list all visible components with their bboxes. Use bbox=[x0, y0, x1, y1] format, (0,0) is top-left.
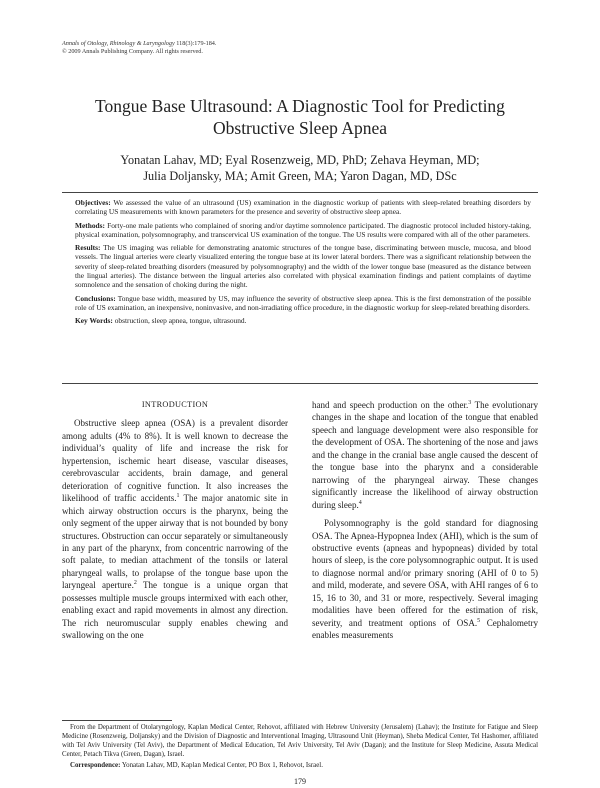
abstract-top-rule bbox=[62, 192, 538, 193]
right-column bbox=[312, 399, 538, 642]
abstract bbox=[75, 198, 531, 330]
abstract-bottom-rule bbox=[62, 383, 538, 384]
correspondence: Correspondence: Yonatan Lahav, MD, Kaplan Medical Center, PO Box 1, Rehovot, Israel. bbox=[70, 761, 323, 769]
intro-paragraph-2: Polysomnography is the gold standard for diagnosing OSA. The Apnea-Hypopnea Index (AHI), which is the sum of obstructive events (apneas and hypopneas) divided by total hours of sleep, is the core polysomnographic output. It is used to diagnose normal and/or primary snoring (AHI of 0 to 5) and mild, moderate, and severe OSA, with AHI ranges of 6 to 15, 16 to 30, and 31 or more, respectively. Several imaging modalities have been offered for the estimation of risk, severity, and treatment options of OSA.$^5$ Cephalometry enables measurements bbox=[312, 518, 539, 641]
abstract-objectives: Objectives: We assessed the value of an ultrasound (US) examination in the diagnostic workup of patients with sleep-related breathing disorders by correlating US measurements with known parameters for the presence and severity of obstructive sleep apnea. bbox=[75, 198, 531, 217]
abstract-conclusions: Conclusions: Tongue base width, measured by US, may influence the severity of obstructive sleep apnea. This is the first demonstration of the possible role of US examination, an inexpensive, noninvasive, and non-irradiating office procedure, in the diagnostic workup for sleep-related breathing disorders. bbox=[75, 293, 531, 312]
journal-header bbox=[62, 40, 216, 56]
journal-citation: 118(3):179-184. bbox=[176, 40, 217, 47]
abstract-results: Results: The US imaging was reliable for demonstrating anatomic structures of the tongue base, discriminating between muscle, mucosa, and blood vessels. The lingual arteries were clearly visualized entering the tongue base at its lower lateral borders. There was a significant relationship between the severity of sleep-related breathing disorders (measured by polysomnography) and the width of the lower tongue base (measured as the distance between the lingual arteries). The distance between the lingual arteries also correlated with physical examination findings and patient complaints of daytime somnolence and the sensation of choking during the night. bbox=[75, 243, 531, 290]
copyright-line: © 2009 Annals Publishing Company. All rights reserved. bbox=[62, 48, 203, 55]
authors-line-2: Julia Doljansky, MA; Amit Green, MA; Yaron Dagan, MD, DSc bbox=[143, 169, 457, 183]
article-title bbox=[40, 95, 560, 139]
abstract-methods: Methods: Forty-one male patients who complained of snoring and/or daytime somnolence participated. The diagnostic protocol included history-taking, physical examination, polysomnography, and transcervical US examination of the tongue. The US results were compared with all of the other parameters. bbox=[75, 220, 531, 239]
title-line-2: Obstructive Sleep Apnea bbox=[213, 118, 387, 138]
page-number: 179 bbox=[294, 777, 306, 786]
footnote bbox=[62, 724, 538, 773]
section-heading-introduction: INTRODUCTION bbox=[141, 400, 209, 409]
journal-name: Annals of Otology, Rhinology & Laryngology bbox=[62, 40, 175, 47]
intro-paragraph-1: Obstructive sleep apnea (OSA) is a prevalent disorder among adults (4% to 8%). It is well known to decrease the individual’s quality of life and increase the risk for hypertension, ischemic heart disease, vascular diseases, cerebrovascular accidents, brain damage, and general deterioration of cognitive function. It also increases the likelihood of traffic accidents.$^1$ The major anatomic site in which airway obstruction occurs is the pharynx, being the only segment of the upper airway that is not bounded by bony structures. Obstruction can occur separately or simultaneously in any part of the pharynx, from concentric narrowing of the soft palate, to median attachment of the tonsils or lateral pharyngeal walls, to prolapse of the tongue base upon the laryngeal aperture.$^2$ The tongue is a unique organ that possesses multiple muscle groups intermixed with each other, enabling exact and rapid movements in almost any direction. The rich neuromuscular supply enables chewing and swallowing on the one bbox=[62, 418, 289, 641]
affiliations: From the Department of Otolaryngology, Kaplan Medical Center, Rehovot, affiliated with Hebrew University (Jerusalem) (Lahav); the Institute for Fatigue and Sleep Medicine (Rosenzweig, Doljansky) and the Division of Diagnostic and Interventional Imaging, Ultrasound Unit (Heyman), Sheba Medical Center, Tel Hashomer, affiliated with Tel Aviv University (Tel Aviv), the Department of Medical Education, Tel Aviv University, Tel Aviv (Dagan); and the Institute for Sleep Medicine, Assuta Medical Center, Petach Tikva (Green, Dagan), Israel. bbox=[62, 724, 538, 758]
abstract-keywords: Key Words: obstruction, sleep apnea, tongue, ultrasound. bbox=[75, 316, 247, 326]
authors-line-1: Yonatan Lahav, MD; Eyal Rosenzweig, MD, PhD; Zehava Heyman, MD; bbox=[120, 153, 480, 167]
title-line-1: Tongue Base Ultrasound: A Diagnostic Tool for Predicting bbox=[95, 96, 505, 116]
intro-paragraph-1-continued: hand and speech production on the other.$^3$ The evolutionary changes in the shape and location of the tongue that enabled speech and language development were also responsible for the development of OSA. The shortening of the nose and jaws and the change in the cranial base angle caused the descent of the tongue base into the pharynx and a considerable narrowing of the pharyngeal airway. These changes significantly increase the likelihood of airway obstruction during sleep.$^4$ bbox=[312, 399, 538, 510]
author-list bbox=[60, 152, 540, 184]
left-column bbox=[62, 399, 288, 642]
footnote-rule bbox=[62, 720, 172, 721]
